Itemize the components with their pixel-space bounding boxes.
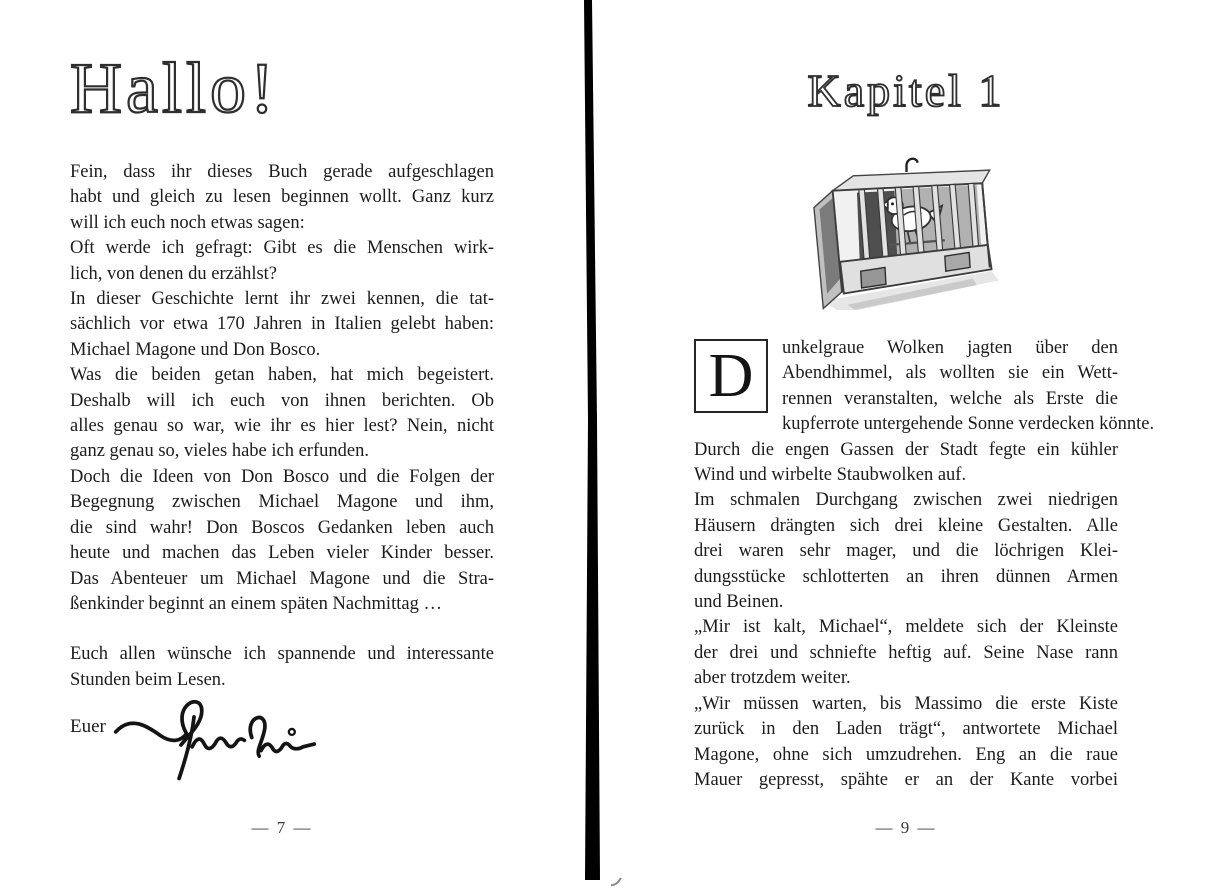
right-page [694, 0, 1155, 888]
text-line: aber trotzdem weiter. [694, 668, 851, 689]
bird-in-cage-icon [799, 150, 1014, 310]
left-page-title: Hallo! [70, 48, 278, 128]
author-signature-icon [112, 690, 317, 785]
text-line: Deshalb will ich euch von ihnen berichten. Ob [70, 390, 494, 411]
text-line: Häusern drängten sich drei kleine Gestalten. Alle [694, 515, 1118, 536]
page-number-right: — 9 — [875, 818, 937, 837]
text-line: will ich euch noch etwas sagen: [70, 212, 305, 233]
text-line: Magone, ohne sich umzudrehen. Eng an die raue [694, 744, 1118, 765]
text-line: alles genau so war, wie ihr es hier lest? Nein, nicht [70, 416, 494, 437]
left-page [70, 0, 494, 888]
paragraph [70, 236, 494, 287]
text-line: rennen veranstalten, welche als Erste die [782, 388, 1118, 409]
text-line: drei waren sehr mager, und die löchrigen Klei- [694, 541, 1118, 562]
text-line: heute und machen das Leben vieler Kinder besser. [70, 543, 494, 564]
drop-cap-letter: D [694, 339, 768, 413]
paragraph [70, 642, 494, 693]
text-line: der drei und schniefte heftig auf. Seine Nase rann [694, 642, 1118, 663]
text-line: zurück in den Laden trägt“, antwortete Michael [694, 719, 1118, 740]
paragraph [70, 287, 494, 363]
text-line: unkelgraue Wolken jagten über den [782, 338, 1118, 358]
right-page-text [694, 336, 1155, 793]
text-line: ßenkinder beginnt an einem späten Nachmittag … [70, 593, 442, 614]
text-line: dungsstücke schlotterten an ihren dünnen Armen [694, 566, 1118, 587]
text-line: Stunden beim Lesen. [70, 669, 226, 690]
text-line: Was die beiden getan haben, hat mich begeistert. [70, 365, 494, 386]
closing-label: Euer [70, 716, 106, 737]
text-line: die sind wahr! Don Boscos Gedanken leben auch [70, 517, 494, 538]
left-page-text [70, 160, 494, 693]
text-line: Michael Magone und Don Bosco. [70, 339, 321, 360]
bird-cage-illustration [694, 150, 1118, 315]
text-line: sächlich vor etwa 170 Jahren in Italien gelebt haben: [70, 314, 494, 335]
text-line: Doch die Ideen von Don Bosco und die Folgen der [70, 466, 494, 487]
paragraph [694, 488, 1118, 615]
paragraph [694, 615, 1118, 691]
text-line: habt und gleich zu lesen beginnen wollt. Ganz kurz [70, 187, 494, 208]
text-line: Euch allen wünsche ich spannende und interessante [70, 644, 494, 665]
page-number-left: — 7 — [251, 818, 313, 837]
text-line: „Wir müssen warten, bis Massimo die erste Kiste [694, 693, 1118, 714]
text-line: Das Abenteuer um Michael Magone und die Stra- [70, 568, 494, 589]
text-line: lich, von denen du erzählst? [70, 263, 278, 284]
text-line: kupferrote untergehende Sonne verdecken könnte. [782, 414, 1155, 435]
text-line: Wind und wirbelte Staubwolken auf. [694, 465, 967, 486]
chapter-title: Kapitel 1 [807, 65, 1005, 116]
text-line: Durch die engen Gassen der Stadt fegte ein kühler [694, 439, 1118, 460]
text-line: Mauer gepresst, spähte er an der Kante vorbei [694, 769, 1118, 790]
text-line: Oft werde ich gefragt: Gibt es die Menschen wirk- [70, 238, 494, 259]
text-line: und Beinen. [694, 592, 784, 613]
text-line: In dieser Geschichte lernt ihr zwei kennen, die tat- [70, 289, 494, 310]
text-line: Fein, dass ihr dieses Buch gerade aufgeschlagen [70, 162, 494, 182]
paragraph [70, 465, 494, 617]
paragraph [694, 692, 1118, 794]
paragraph [70, 160, 494, 236]
signature-row [70, 690, 494, 800]
text-line: ganz genau so, vieles habe ich erfunden. [70, 441, 369, 462]
paragraph [70, 363, 494, 465]
text-line: Abendhimmel, als wollten sie ein Wett- [782, 363, 1118, 384]
text-line: Begegnung zwischen Michael Magone und ihm, [70, 492, 494, 513]
text-line: „Mir ist kalt, Michael“, meldete sich der Kleinste [694, 617, 1118, 638]
gutter-shadow-line [584, 0, 600, 880]
gutter-bottom-mark [611, 878, 621, 885]
text-line: Im schmalen Durchgang zwischen zwei niedrigen [694, 490, 1118, 511]
